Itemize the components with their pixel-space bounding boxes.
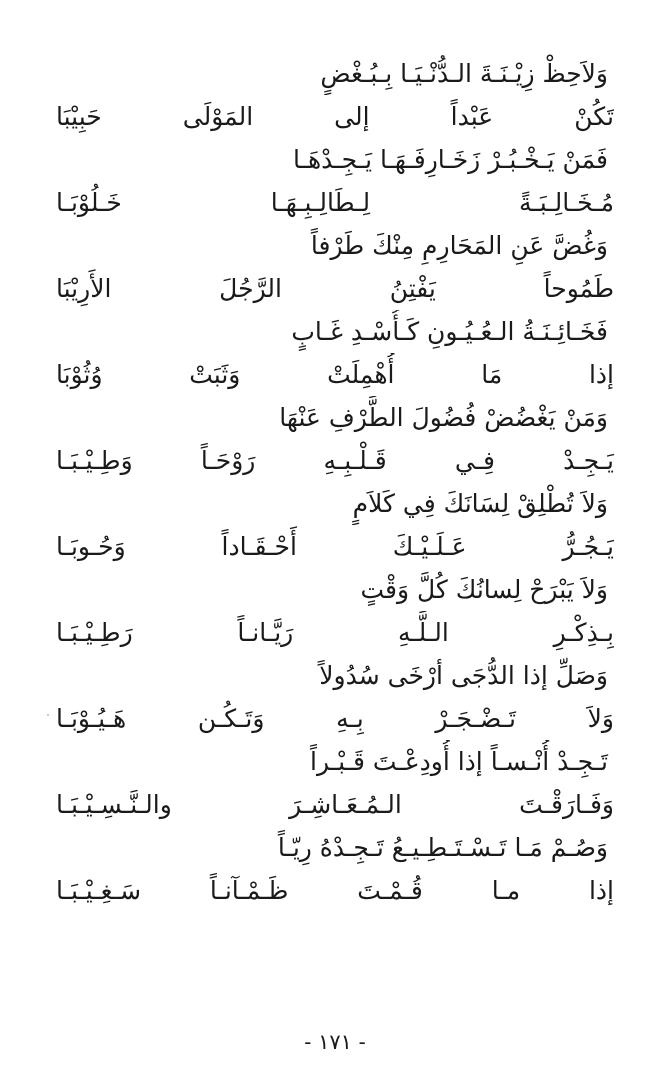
poem-body: [56, 52, 614, 912]
verse-line-14: بِـذِكْـرِ الـلَّـهِ رَيَّـانـاً رَطِـيْـبَـا: [56, 618, 614, 647]
verse-line-2: تَكُنْ عَبْداً إلى المَوْلَى حَبِيْبَا: [56, 102, 614, 131]
verse-line-20: إذا مـا قُـمْـتَ ظَـمْـآنـاً سَـغِـيْـبَـا: [56, 876, 614, 905]
scan-speck: [47, 714, 49, 716]
verse-line-16: وَلاَ تَـضْـجَـرْ بِـهِ وَتَـكُـن هَـيُـوْبَـا: [56, 704, 614, 733]
verse-line-13: وَلاَ يَبْرَحْ لِسانُكَ كُلَّ وَقْتٍ: [360, 575, 608, 604]
verse-line-10: يَـجِـدْ فِـي قَـلْـبِـهِ رَوْحَـاً وَطِـيْـبَـا: [56, 446, 614, 475]
verse-line-12: يَـجُـرُّ عَـلَـيْـكَ أَحْـقَـاداً وَحُـوبَـا: [56, 532, 614, 561]
verse-line-15: وَصَلِّ إذا الدُّجَى أرْخَى سُدُولاً: [319, 661, 608, 690]
page-number: - ١٧١ -: [304, 1030, 366, 1054]
verse-line-18: وَفَـارَقْـتَ الـمُـعَـاشِـرَ والـنَّـسِـيْـبَـا: [56, 790, 614, 819]
verse-line-7: فَخَـائِـنَـةُ الـعُـيُـونِ كَـأُسْـدِ غَـابٍ: [291, 317, 608, 346]
verse-line-4: مُـخَـالِـبَـةً لِـطَالِـبِـهَـا خَـلُوْبَـا: [56, 188, 614, 217]
verse-line-9: وَمَنْ يَغْضُضْ فُضُولَ الطَّرْفِ عَنْهَا: [279, 403, 608, 432]
verse-line-6: طَمُوحاً يَفْتِنُ الرَّجُلَ الأَرِيْبَا: [56, 274, 614, 303]
verse-line-17: تَـجِـدْ أُنْـسـاً إذا أُودِعْـتَ قَـبْـراً: [310, 747, 608, 776]
verse-line-1: وَلاَحِظْ زِيْـنَـةَ الـدُّنْـيَـا بِـبُـغْضٍ: [320, 59, 608, 88]
verse-line-19: وَصُـمْ مَـا تَـسْـتَـطِـيـعُ تَـجِـدْهُ رِيّـاً: [277, 833, 608, 862]
verse-line-8: إذا مَا أُهْمِلَتْ وَثَبَتْ وُثُوْبَا: [56, 360, 614, 389]
verse-line-11: وَلاَ تُطْلِقْ لِسَانَكَ فِي كَلاَمٍ: [352, 489, 608, 518]
verse-line-5: وَغُضَّ عَنِ المَحَارِمِ مِنْكَ طَرْفاً: [310, 231, 608, 260]
verse-line-3: فَمَنْ يَـخْـبُـرْ زَخَـارِفَـهَـا يَـجِـدْهَـا: [293, 145, 608, 174]
